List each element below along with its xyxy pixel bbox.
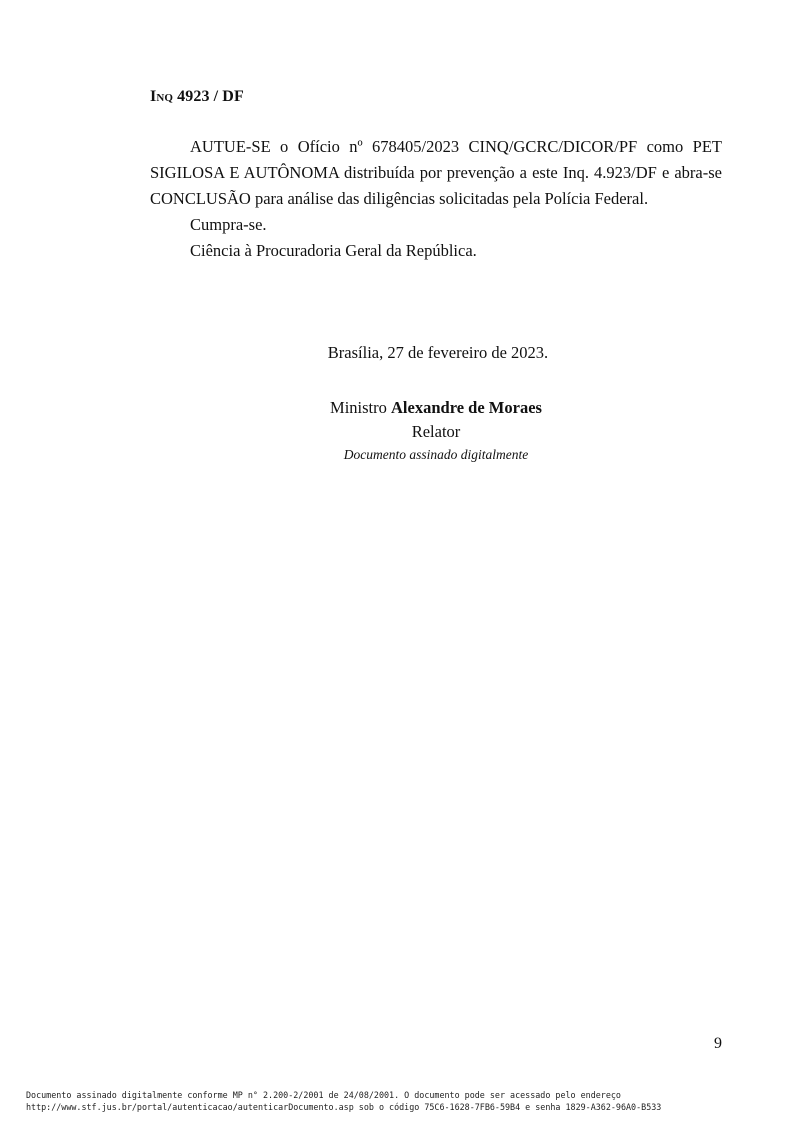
signatory-name: Alexandre de Moraes: [391, 398, 542, 417]
date-line: Brasília, 27 de fevereiro de 2023.: [327, 343, 549, 362]
authentication-footer: [26, 1089, 786, 1113]
footer-line-1: Documento assinado digitalmente conforme MP n° 2.200-2/2001 de 24/08/2001. O documento pode ser acessado pelo endereço: [26, 1090, 621, 1100]
signatory-line: [150, 396, 722, 420]
decision-body: [150, 134, 722, 264]
signatory-title: Ministro: [330, 398, 387, 417]
paragraph-comply: Cumpra-se.: [190, 215, 267, 234]
signatory-role: Relator: [411, 422, 461, 441]
page-number: 9: [714, 1035, 722, 1052]
signature-block: [150, 396, 722, 466]
case-header: [150, 88, 244, 106]
case-prefix: Inq: [150, 88, 174, 105]
paragraph-notice: Ciência à Procuradoria Geral da República.: [190, 241, 477, 260]
digital-signature-note: Documento assinado digitalmente: [343, 447, 529, 462]
paragraph-order: AUTUE-SE o Ofício nº 678405/2023 CINQ/GCRC/DICOR/PF como PET SIGILOSA E AUTÔNOMA distribuída por prevenção a este Inq. 4.923/DF e abra-se CONCLUSÃO para análise das diligências solicitadas pela Polícia Federal.: [150, 137, 722, 208]
case-number: 4923 / DF: [177, 88, 244, 105]
footer-line-2: http://www.stf.jus.br/portal/autenticacao/autenticarDocumento.asp sob o código 75C6-1628-7FB6-59B4 e senha 1829-A362-96A0-B533: [26, 1102, 662, 1112]
